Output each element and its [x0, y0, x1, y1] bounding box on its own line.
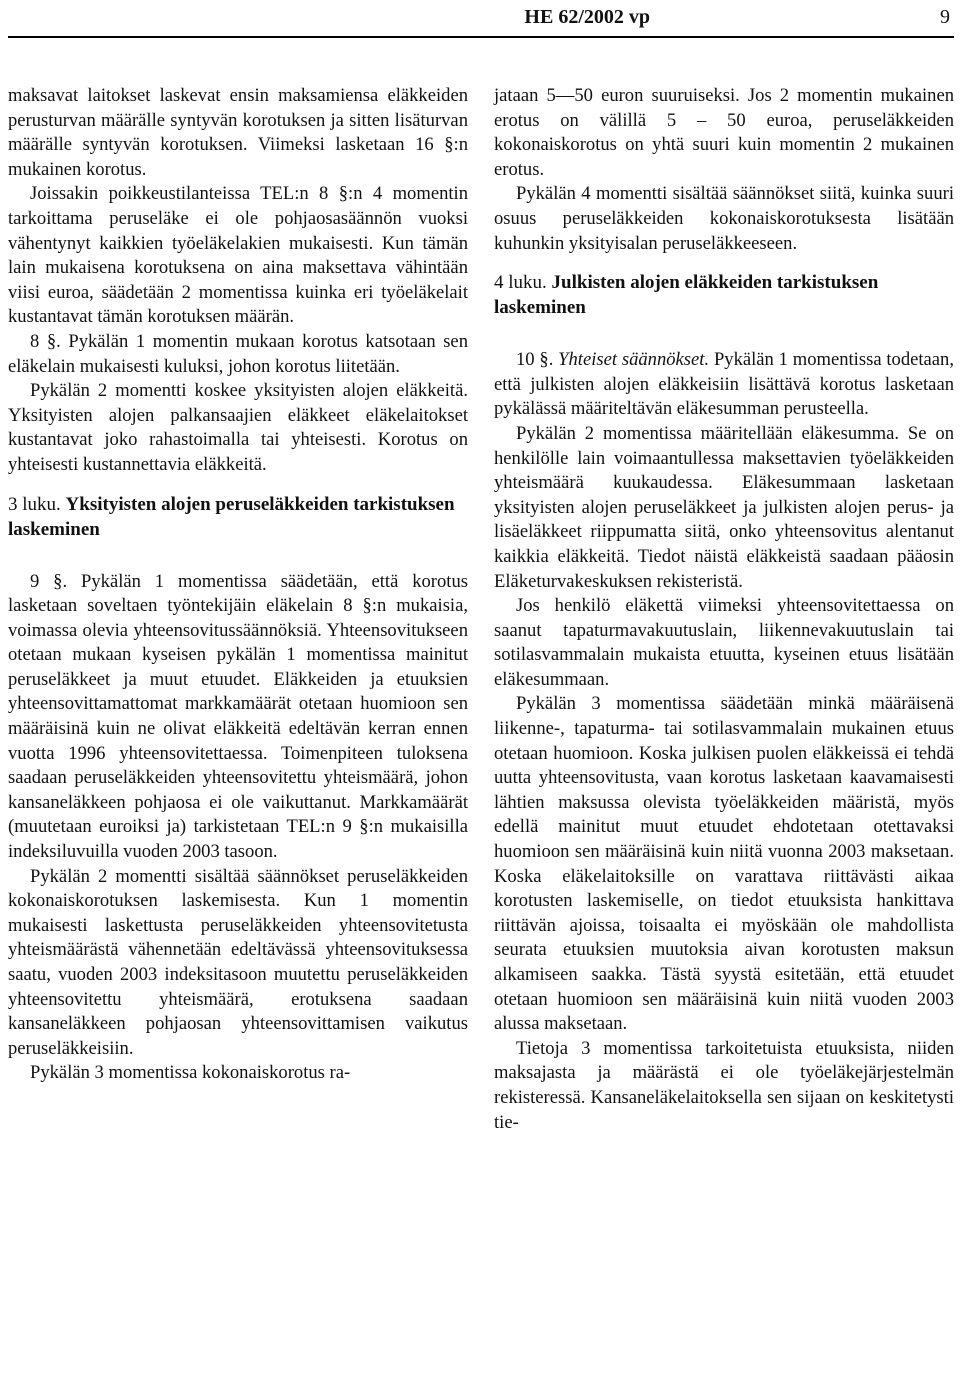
left-column	[8, 84, 468, 1086]
paragraph: 8 §. Pykälän 1 momentin mukaan korotus katsotaan sen eläkelain mukaisesti kuluksi, johon korotus liitetään.	[8, 330, 468, 377]
right-column	[494, 84, 954, 1135]
chapter-number: 3 luku.	[8, 493, 61, 515]
chapter-heading-3	[8, 492, 468, 542]
paragraph: Pykälän 2 momentissa määritellään eläkesumma. Se on henkilölle lain voimaantullessa maksettavien työeläkkeiden yhteismäärä kuukaudessa. Eläkesummaan lasketaan yksityisten alojen peruseläkkeet ja julkisten alojen perus- ja lisäeläkkeet riippumatta siitä, onko yhteensovitus alentanut kaikkia eläkkeitä. Tiedot näistä eläkkeistä saadaan pääosin Eläketurvakeskuksen rekisteristä.	[494, 422, 954, 592]
paragraph: Pykälän 4 momentti sisältää säännökset siitä, kuinka suuri osuus peruseläkkeiden kokonaiskorotuksesta lisätään kuhunkin yksityisalan peruseläkkeeseen.	[494, 183, 954, 254]
paragraph: jataan 5—50 euron suuruiseksi. Jos 2 momentin mukainen erotus on välillä 5 – 50 euroa, peruseläkkeiden kokonaiskorotus on yhtä suuri kuin momentin 2 mukainen erotus.	[494, 85, 954, 180]
chapter-title: Yksityisten alojen peruseläkkeiden tarkistuksen laskeminen	[8, 493, 455, 540]
section-heading: Yhteiset säännökset.	[558, 349, 710, 371]
paragraph: 9 §. Pykälän 1 momentissa säädetään, että korotus lasketaan soveltaen työntekijäin eläkelain 8 §:n mukaisia, voimassa olevia yhteensovitussäännöksiä. Yhteensovitukseen otetaan mukaan kyseisen pykälän 1 momentissa mainitut peruseläkkeet ja muut etuudet. Eläkkeiden ja etuuksien yhteensovittamattomat markkamäärät otetaan huomioon sen määräisinä kuin ne olivat eläkkeitä edeltävän kerran ennen vuotta 1996 yhteensovitettaessa. Toimenpiteen tuloksena saadaan peruseläkkeiden yhteensovitettu yhteismäärä, johon kansaneläkkeen pohjaosa ei ole vaikuttanut. Markkamäärät (muutetaan euroiksi ja) tarkistetaan TEL:n 9 §:n mukaisilla indeksiluvuilla vuoden 2003 tasoon.	[8, 570, 468, 863]
chapter-title: Julkisten alojen eläkkeiden tarkistuksen laskeminen	[494, 272, 879, 319]
chapter-heading-4	[494, 270, 954, 320]
paragraph: Pykälän 3 momentissa säädetään minkä määräisenä liikenne-, tapaturma- tai sotilasvammalain mukainen etuus otetaan huomioon. Koska julkisen puolen eläkkeissä ei tehdä uutta yhteensovitusta, vaan korotus lasketaan kaavamaisesti lähtien maksussa olevista työeläkkeiden määristä, myös edellä mainitut muut etuudet ehdotetaan otettavaksi huomioon sen määräisinä kuin niitä vuonna 2003 maksetaan. Koska eläkelaitoksille on varattava riittävästi aikaa korotusten laskemiselle, on tiedot etuuksista hankittava riittävän ajoissa, toisaalta ei myöskään ole mahdollista seurata etuuksien muutoksia aivan korotusten maksun alkamiseen saakka. Tästä syystä esitetään, että etuudet otetaan huomioon sen määräisinä kuin niitä vuoden 2003 alussa maksetaan.	[494, 693, 954, 1035]
page-number: 9	[940, 6, 950, 28]
paragraph: Joissakin poikkeustilanteissa TEL:n 8 §:n 4 momentin tarkoittama peruseläke ei ole pohjaosasäännön vuoksi vähentynyt kaikkien työeläkelakien mukaisesti. Kun tämän lain mukaisena korotuksena on aina maksettava vähintään viisi euroa, säädetään 2 momentissa kuinka eri työeläkelait kustantavat tämän korotuksen määrän.	[8, 183, 468, 328]
section-text: Pykälän 1 momentissa todetaan, että julkisten alojen eläkkeisiin lisättävä korotus lasketaan pykälässä määriteltävän eläkesumman perusteella.	[494, 349, 955, 420]
paragraph: Tietoja 3 momentissa tarkoitetuista etuuksista, niiden maksajasta ja määrästä ei ole työeläkejärjestelmän rekisteressä. Kansaneläkelaitoksella sen sijaan on keskitetysti tie-	[494, 1037, 954, 1133]
paragraph: Pykälän 3 momentissa kokonaiskorotus ra-	[30, 1062, 351, 1084]
paragraph: Jos henkilö eläkettä viimeksi yhteensovitettaessa on saanut tapaturmavakuutuslain, liikennevakuutuslain tai sotilasvammalain mukaista etuutta, kyseinen etuus lisätään eläkesummaan.	[494, 595, 954, 690]
page-header	[0, 6, 960, 36]
header-rule	[8, 36, 954, 38]
section-number: 10 §.	[516, 349, 554, 371]
document-id: HE 62/2002 vp	[524, 6, 650, 28]
paragraph	[494, 348, 954, 422]
chapter-number: 4 luku.	[494, 272, 547, 294]
paragraph: Pykälän 2 momentti sisältää säännökset peruseläkkeiden kokonaiskorotuksen laskemisesta. Kun 1 momentin mukaisesti laskettusta peruseläkkeiden yhteensovitetusta yhteismäärästä vähennetään edeltävässä yhteensovituksessa saatu, vuoden 2003 indeksitasoon muutettu peruseläkkeiden yhteensovitettu yhteismäärä, erotuksena saadaan kansaneläkkeen pohjaosan yhteensovittamisen vaikutus peruseläkkeisiin.	[8, 865, 468, 1059]
paragraph: maksavat laitokset laskevat ensin maksamiensa eläkkeiden perusturvan määrälle syntyvän korotuksen ja sitten lisäturvan määrälle syntyvän korotuksen. Viimeksi lasketaan 16 §:n mukainen korotus.	[8, 85, 468, 180]
paragraph: Pykälän 2 momentti koskee yksityisten alojen eläkkeitä. Yksityisten alojen palkansaajien eläkkeet eläkelaitokset kustantavat joko rahastoimalla tai yhteisesti. Korotus on yhteisesti kustannettavia eläkkeitä.	[8, 380, 468, 475]
